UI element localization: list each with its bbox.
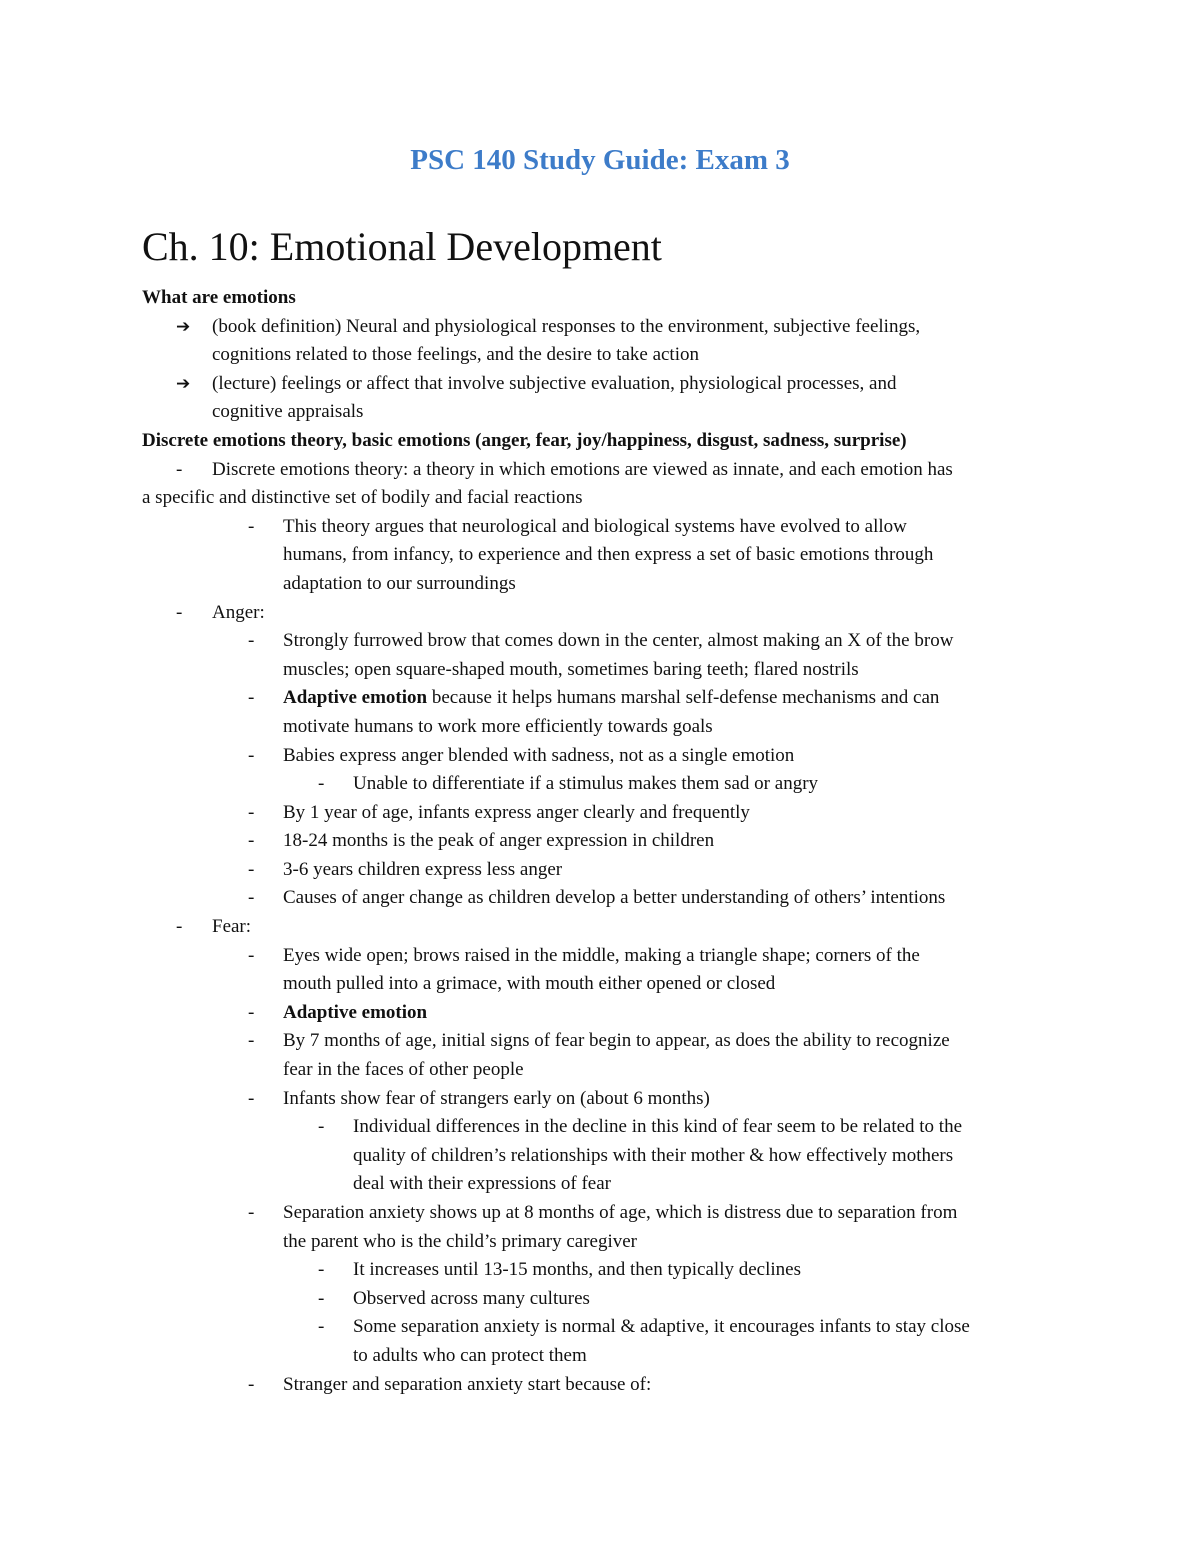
list-item-fear-seven-months: - By 7 months of age, initial signs of fear begin to appear, as does the ability to recognize [142, 1027, 1062, 1056]
list-item-anger-face: - Strongly furrowed brow that comes down in the center, almost making an X of the brow [142, 627, 1062, 656]
chapter-heading: Ch. 10: Emotional Development [142, 224, 662, 269]
section-heading-what-are-emotions: What are emotions [142, 287, 296, 308]
list-item-fear-individual-differences: - Individual differences in the decline in this kind of fear seem to be related to the [142, 1113, 1062, 1142]
dash-bullet: - [318, 1116, 325, 1138]
document-title: PSC 140 Study Guide: Exam 3 [410, 144, 790, 176]
list-item-separation-anxiety: - Separation anxiety shows up at 8 months of age, which is distress due to separation from [142, 1199, 1062, 1228]
dash-bullet: - [248, 630, 255, 652]
dash-bullet: - [248, 887, 255, 909]
list-item-continuation: fear in the faces of other people [283, 1059, 524, 1081]
list-item-anger: - Anger: [142, 599, 1062, 628]
dash-bullet: - [248, 1202, 255, 1223]
dash-bullet: - [176, 458, 183, 480]
dash-bullet: - [176, 916, 183, 938]
list-item-fear-adaptive [142, 999, 1062, 1028]
dash-bullet: - [248, 1373, 255, 1395]
list-item-fear-face: - Eyes wide open; brows raised in the middle, making a triangle shape; corners of the [142, 942, 1062, 971]
dash-bullet: - [318, 1316, 325, 1338]
list-item-book-definition: ➔ (book definition) Neural and physiological responses to the environment, subjective feelings, [142, 313, 1062, 342]
list-item-discrete-definition: - Discrete emotions theory: a theory in which emotions are viewed as innate, and each emotion has [142, 456, 1062, 485]
dash-bullet: - [248, 830, 255, 852]
list-item-anger-causes: - Causes of anger change as children develop a better understanding of others’ intentions [142, 884, 1062, 913]
arrow-bullet-icon: ➔ [176, 316, 191, 337]
list-item-theory-argues: - This theory argues that neurological and biological systems have evolved to allow [142, 513, 1062, 542]
dash-bullet: - [248, 801, 255, 823]
section-heading-discrete-emotions: Discrete emotions theory, basic emotions (anger, fear, joy/happiness, disgust, sadness, surprise) [142, 429, 907, 451]
dash-bullet: - [248, 944, 255, 966]
list-item-continuation: deal with their expressions of fear [353, 1173, 611, 1195]
dash-bullet: - [248, 1001, 255, 1023]
dash-bullet: - [248, 515, 255, 537]
list-item-separation-increases: - It increases until 13-15 months, and then typically declines [142, 1256, 1062, 1285]
dash-bullet: - [318, 1287, 325, 1309]
list-item-anger-three-six: - 3-6 years children express less anger [142, 856, 1062, 885]
list-item-continuation: adaptation to our surroundings [283, 572, 516, 594]
list-item-anger-peak: - 18-24 months is the peak of anger expression in children [142, 827, 1062, 856]
dash-bullet: - [248, 858, 255, 880]
list-item-anger-one-year: - By 1 year of age, infants express anger clearly and frequently [142, 799, 1062, 828]
dash-bullet: - [248, 1030, 255, 1052]
list-item-fear: - Fear: [142, 913, 1062, 942]
list-item-separation-observed: - Observed across many cultures [142, 1285, 1062, 1314]
list-item-continuation: quality of children’s relationships with their mother & how effectively mothers [353, 1144, 954, 1166]
document-body [142, 284, 1062, 1399]
list-item-lecture-definition: ➔ (lecture) feelings or affect that involve subjective evaluation, physiological processes, and [142, 370, 1062, 399]
dash-bullet: - [176, 601, 183, 623]
list-item-continuation: motivate humans to work more efficiently towards goals [283, 715, 713, 737]
dash-bullet: - [248, 744, 255, 766]
bold-term: Adaptive emotion [283, 1001, 428, 1023]
dash-bullet: - [318, 773, 325, 795]
arrow-bullet-icon: ➔ [176, 373, 191, 394]
list-item-anger-unable: - Unable to differentiate if a stimulus makes them sad or angry [142, 770, 1062, 799]
dash-bullet: - [248, 687, 255, 709]
list-item-anger-babies: - Babies express anger blended with sadness, not as a single emotion [142, 742, 1062, 771]
dash-bullet: - [318, 1259, 325, 1281]
list-item-continuation: humans, from infancy, to experience and then express a set of basic emotions through [283, 544, 934, 566]
list-item-continuation: cognitions related to those feelings, and the desire to take action [212, 344, 699, 366]
list-item-continuation: to adults who can protect them [353, 1344, 587, 1366]
bold-term: Adaptive emotion [283, 687, 428, 709]
list-item-fear-strangers: - Infants show fear of strangers early on (about 6 months) [142, 1085, 1062, 1114]
list-item-stranger-separation-start: - Stranger and separation anxiety start because of: [142, 1371, 1062, 1400]
list-item-separation-normal: - Some separation anxiety is normal & adaptive, it encourages infants to stay close [142, 1313, 1062, 1342]
list-item-continuation: mouth pulled into a grimace, with mouth either opened or closed [283, 973, 776, 995]
list-item-continuation: muscles; open square-shaped mouth, sometimes baring teeth; flared nostrils [283, 658, 859, 680]
list-item-continuation: the parent who is the child’s primary caregiver [283, 1230, 638, 1252]
dash-bullet: - [248, 1087, 255, 1109]
list-item-anger-adaptive: - Adaptive emotion because it helps humans marshal self-defense mechanisms and can [142, 684, 1062, 713]
list-item-continuation: cognitive appraisals [212, 401, 364, 423]
list-item-continuation: a specific and distinctive set of bodily and facial reactions [142, 487, 583, 509]
